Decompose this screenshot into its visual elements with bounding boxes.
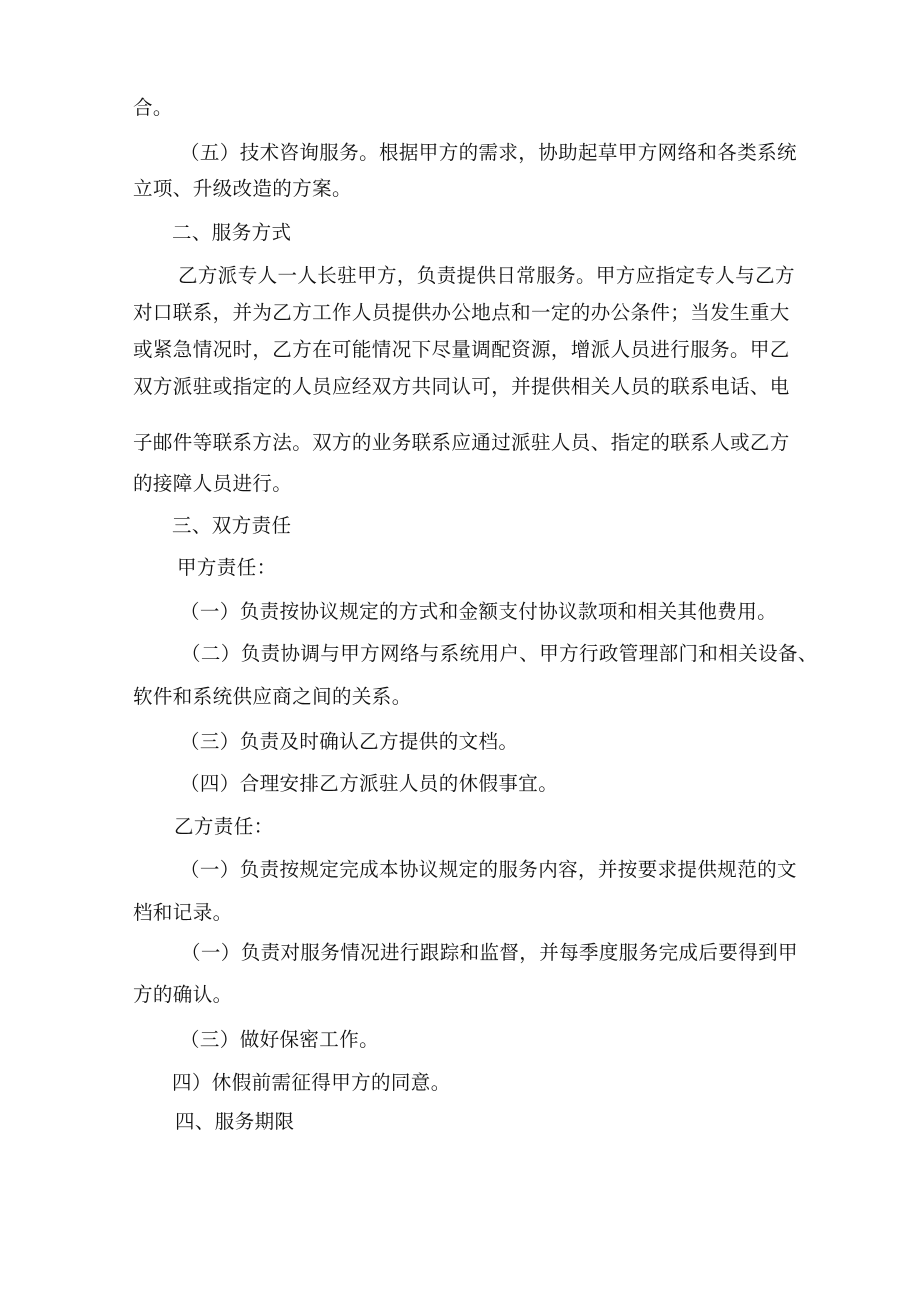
party-b-item-2: （一）负责对服务情况进行跟踪和监督，并每季度服务完成后要得到甲 (181, 941, 798, 964)
service-method-line-6: 的接障人员进行。 (133, 472, 293, 495)
party-b-item-3: （三）做好保密工作。 (180, 1028, 380, 1051)
service-method-line-4: 双方派驻或指定的人员应经双方共同认可，并提供相关人员的联系电话、电 (133, 375, 790, 398)
service-method-line-3: 或紧急情况时，乙方在可能情况下尽量调配资源，增派人员进行服务。甲乙 (133, 338, 790, 361)
party-a-responsibilities-label: 甲方责任： (177, 556, 277, 579)
service-method-line-1: 乙方派专人一人长驻甲方，负责提供日常服务。甲方应指定专人与乙方 (178, 264, 795, 287)
item-five-continuation: 立项、升级改造的方案。 (133, 177, 352, 200)
party-a-item-2-continuation: 软件和系统供应商之间的关系。 (133, 685, 412, 708)
service-method-line-2: 对口联系，并为乙方工作人员提供办公地点和一定的办公条件；当发生重大 (133, 301, 790, 324)
party-a-item-2: （二）负责协调与甲方网络与系统用户、甲方行政管理部门和相关设备、 (181, 642, 818, 665)
party-b-item-2-continuation: 方的确认。 (133, 983, 233, 1006)
party-b-item-1-continuation: 档和记录。 (133, 901, 233, 924)
party-b-responsibilities-label: 乙方责任： (174, 815, 274, 838)
text-line-continuation: 合。 (133, 96, 173, 119)
section-heading-responsibilities: 三、双方责任 (172, 514, 292, 537)
section-heading-service-term: 四、服务期限 (175, 1110, 295, 1133)
party-b-item-4: 四）休假前需征得甲方的同意。 (172, 1071, 451, 1094)
party-b-item-1: （一）负责按规定完成本协议规定的服务内容，并按要求提供规范的文 (180, 858, 797, 881)
service-method-line-5: 子邮件等联系方法。双方的业务联系应通过派驻人员、指定的联系人或乙方 (133, 431, 790, 454)
item-five-technical-consulting: （五）技术咨询服务。根据甲方的需求，协助起草甲方网络和各类系统 (180, 141, 797, 164)
party-a-item-4: （四）合理安排乙方派驻人员的休假事宜。 (180, 772, 559, 795)
section-heading-service-method: 二、服务方式 (172, 221, 292, 244)
party-a-item-3: （三）负责及时确认乙方提供的文档。 (180, 730, 519, 753)
party-a-item-1: （一）负责按协议规定的方式和金额支付协议款项和相关其他费用。 (180, 600, 778, 623)
